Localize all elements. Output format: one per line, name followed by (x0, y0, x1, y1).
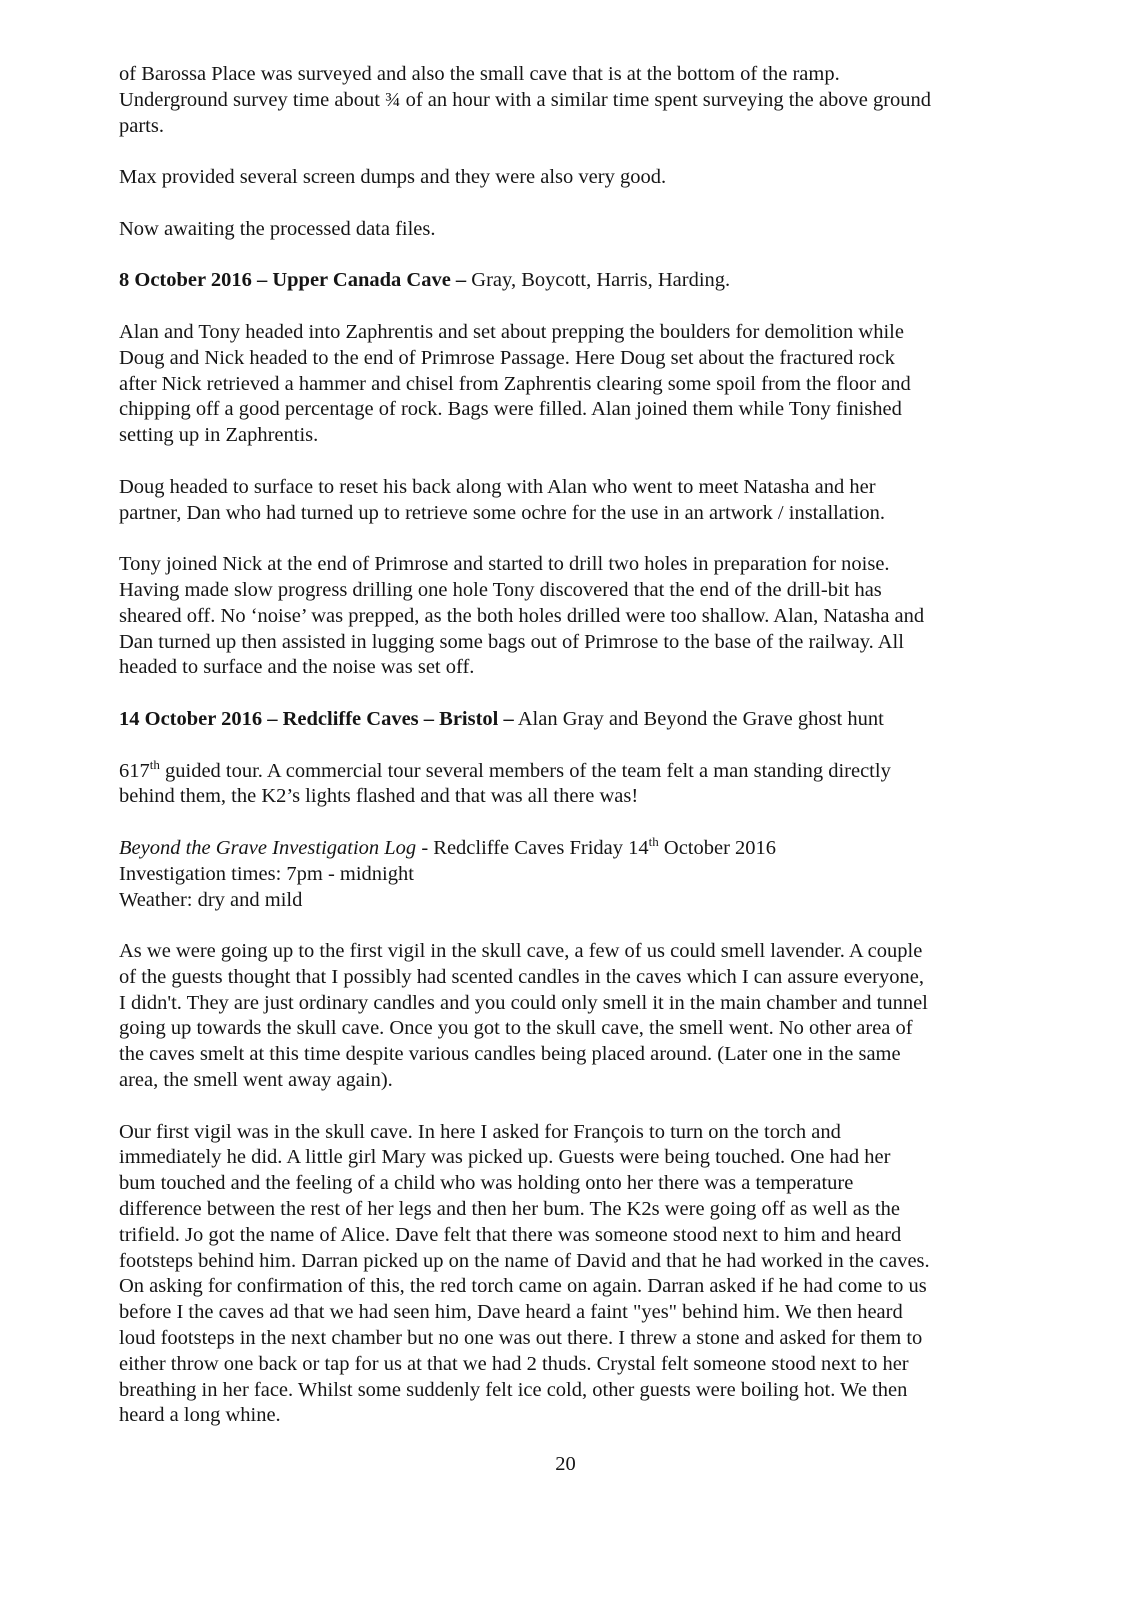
upper-canada-paragraph-3 (119, 552, 1014, 681)
upper-canada-paragraph-1 (119, 320, 1014, 449)
text-line: the caves smelt at this time despite various candles being placed around. (Later one in the same (119, 1043, 901, 1066)
text-line: Having made slow progress drilling one hole Tony discovered that the end of the drill-bit has (119, 578, 882, 601)
text-line: guided tour. A commercial tour several members of the team felt a man standing directly (159, 759, 891, 782)
text-line: Doug and Nick headed to the end of Primrose Passage. Here Doug set about the fractured rock (119, 346, 895, 369)
text-line: partner, Dan who had turned up to retrieve some ochre for the use in an artwork / installation. (119, 501, 885, 524)
text-line: footsteps behind him. Darran picked up on the name of David and that he had worked in the caves. (119, 1249, 930, 1272)
text-line: after Nick retrieved a hammer and chisel from Zaphrentis clearing some spoil from the floor and (119, 372, 911, 395)
text-line: area, the smell went away again). (119, 1069, 393, 1092)
log-date-end: October 2016 (658, 836, 777, 859)
document-page (119, 62, 1014, 1455)
upper-canada-paragraph-2 (119, 475, 1014, 527)
text-line: of the guests thought that I possibly had scented candles in the caves which I can assure everyone, (119, 965, 924, 988)
text-line: going up towards the skull cave. Once you got to the skull cave, the smell went. No other area of (119, 1017, 913, 1040)
text-line: loud footsteps in the next chamber but no one was out there. I threw a stone and asked for them to (119, 1327, 923, 1350)
entry-heading-redcliffe (119, 707, 1014, 733)
text-line: On asking for confirmation of this, the red torch came on again. Darran asked if he had come to us (119, 1275, 927, 1298)
text-line: I didn't. They are just ordinary candles and you could only smell it in the main chamber and tunnel (119, 991, 928, 1014)
log-title: Beyond the Grave Investigation Log (119, 836, 417, 859)
lavender-paragraph (119, 939, 1014, 1094)
text-line: Underground survey time about ¾ of an hour with a similar time spent surveying the above ground (119, 88, 932, 111)
entry-heading-upper-canada (119, 268, 1014, 294)
text-line: heard a long whine. (119, 1404, 281, 1427)
skull-cave-vigil-paragraph (119, 1120, 1014, 1430)
screen-dumps-paragraph (119, 165, 1014, 191)
entry-heading-title: 8 October 2016 – Upper Canada Cave – (119, 269, 467, 292)
text-line: difference between the rest of her legs and then her bum. The K2s were going off as well as the (119, 1198, 901, 1221)
log-location-date: - Redcliffe Caves Friday 14 (416, 836, 649, 859)
weather: Weather: dry and mild (119, 888, 303, 911)
text-line: chipping off a good percentage of rock. Bags were filled. Alan joined them while Tony finished (119, 398, 902, 421)
survey-continuation-paragraph (119, 62, 1014, 139)
guided-tour-paragraph (119, 756, 1014, 811)
text-line: As we were going up to the first vigil in the skull cave, a few of us could smell lavender. A couple (119, 940, 923, 963)
text-line: Tony joined Nick at the end of Primrose and started to drill two holes in preparation for noise. (119, 553, 890, 576)
text-line: Doug headed to surface to reset his back along with Alan who went to meet Natasha and her (119, 475, 876, 498)
text-line: either throw one back or tap for us at that we had 2 thuds. Crystal felt someone stood next to her (119, 1352, 909, 1375)
ordinal-suffix: th (149, 756, 160, 772)
text-line: immediately he did. A little girl Mary was picked up. Guests were being touched. One had her (119, 1146, 891, 1169)
text-line: headed to surface and the noise was set off. (119, 656, 475, 679)
text-line: parts. (119, 114, 164, 137)
text-line: before I the caves ad that we had seen him, Dave heard a faint "yes" behind him. We then heard (119, 1301, 903, 1324)
ordinal-suffix: th (648, 833, 659, 849)
text-line: breathing in her face. Whilst some suddenly felt ice cold, other guests were boiling hot. We then (119, 1378, 908, 1401)
text-line: bum touched and the feeling of a child who was holding onto her there was a temperature (119, 1172, 854, 1195)
text-line: Alan and Tony headed into Zaphrentis and set about prepping the boulders for demolition while (119, 320, 904, 343)
tour-number: 617 (119, 759, 150, 782)
entry-heading-members: Alan Gray and Beyond the Grave ghost hunt (513, 707, 884, 730)
investigation-log-header (119, 833, 1014, 913)
text-line: Max provided several screen dumps and they were also very good. (119, 166, 667, 189)
entry-heading-members: Gray, Boycott, Harris, Harding. (466, 269, 731, 292)
entry-heading-title: 14 October 2016 – Redcliffe Caves – Bristol – (119, 707, 514, 730)
text-line: Now awaiting the processed data files. (119, 217, 436, 240)
text-line: setting up in Zaphrentis. (119, 424, 319, 447)
text-line: behind them, the K2’s lights flashed and that was all there was! (119, 785, 639, 808)
text-line: trifield. Jo got the name of Alice. Dave felt that there was someone stood next to him and heard (119, 1223, 902, 1246)
page-number: 20 (555, 1453, 576, 1475)
text-line: Our first vigil was in the skull cave. In here I asked for François to turn on the torch and (119, 1120, 841, 1143)
awaiting-paragraph (119, 217, 1014, 243)
investigation-times: Investigation times: 7pm - midnight (119, 862, 414, 885)
text-line: Dan turned up then assisted in lugging some bags out of Primrose to the base of the railway. All (119, 630, 904, 653)
text-line: sheared off. No ‘noise’ was prepped, as the both holes drilled were too shallow. Alan, Natasha and (119, 604, 925, 627)
text-line: of Barossa Place was surveyed and also the small cave that is at the bottom of the ramp. (119, 63, 840, 85)
